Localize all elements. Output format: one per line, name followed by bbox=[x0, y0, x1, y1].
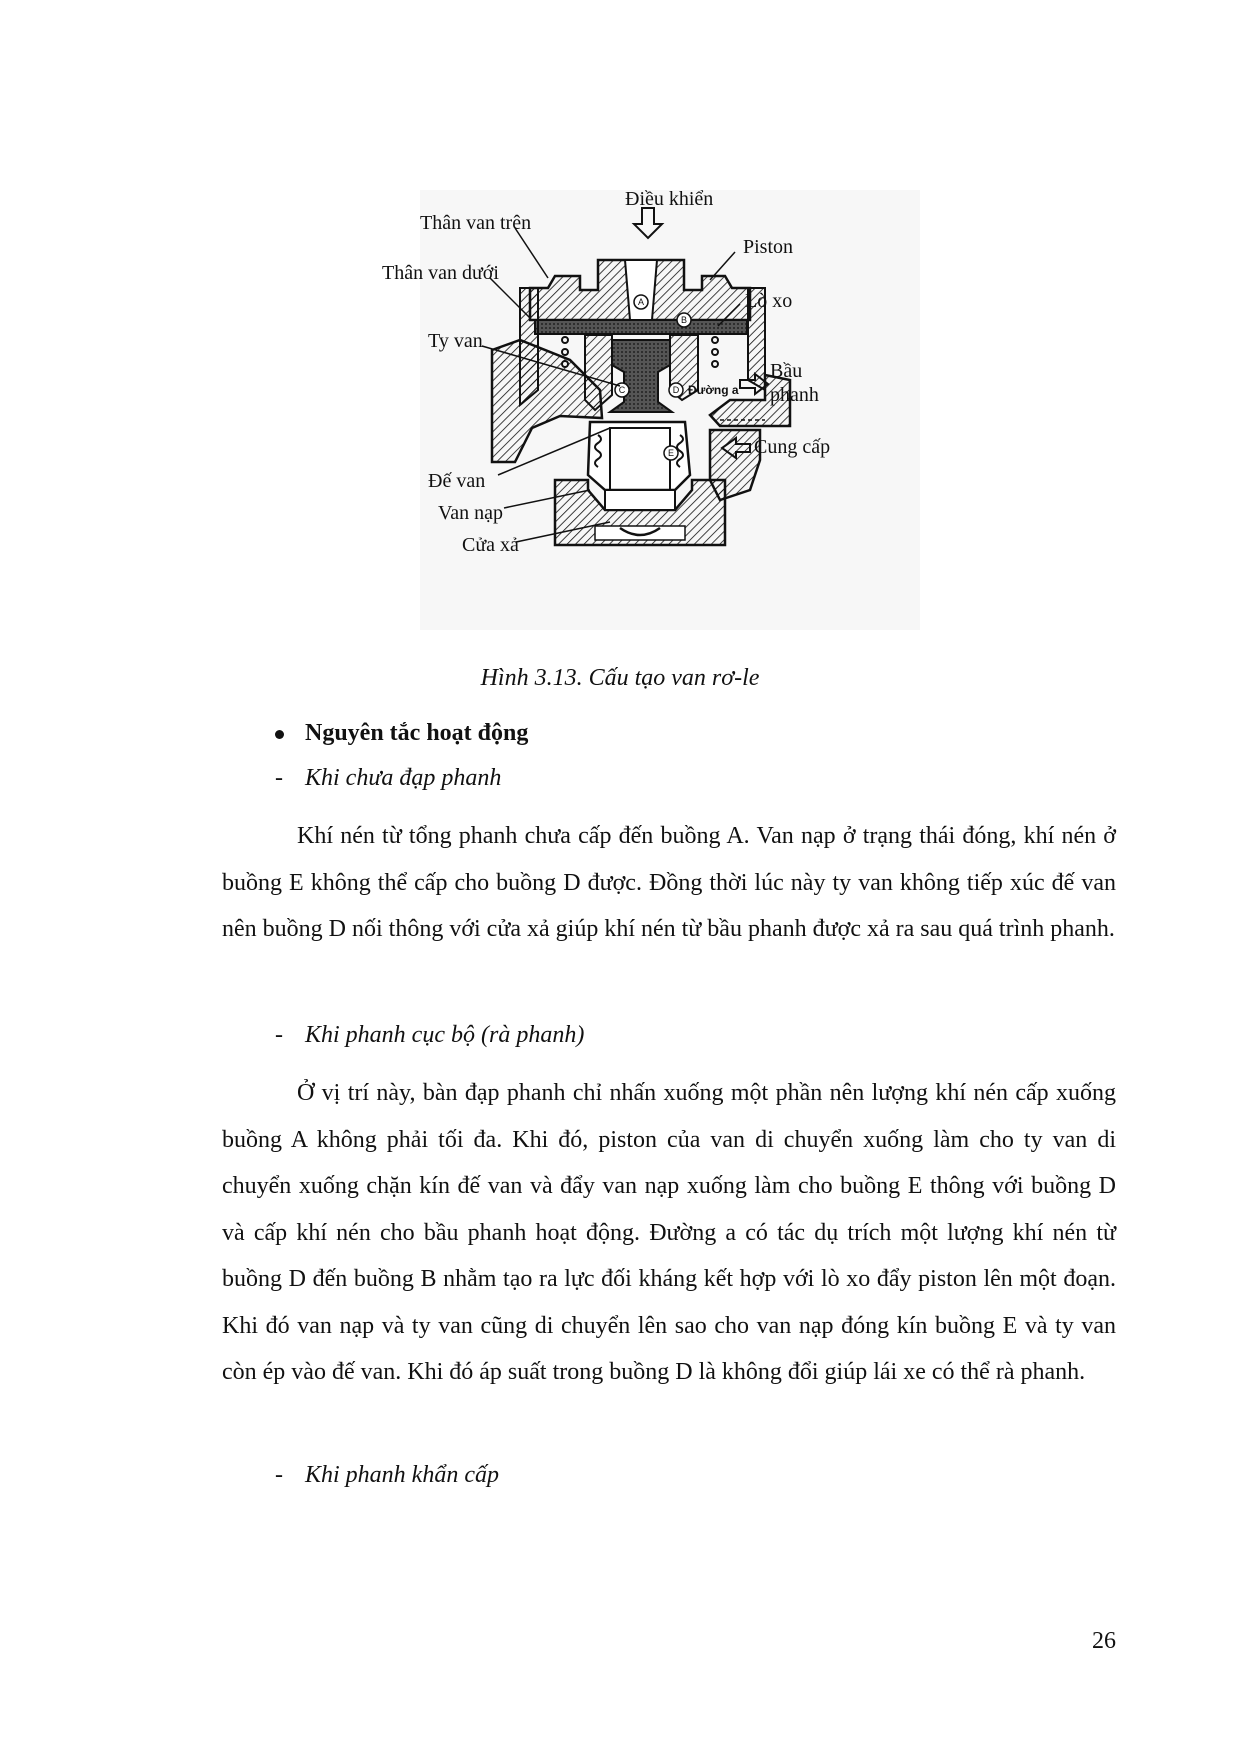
section-heading-text: Nguyên tắc hoạt động bbox=[305, 720, 529, 746]
passage-a-mark: Đường a bbox=[688, 383, 739, 397]
page-number: 26 bbox=[1092, 1628, 1116, 1654]
dash-marker: - bbox=[275, 1462, 283, 1488]
subheading-2 bbox=[275, 1022, 585, 1049]
label-exhaust-port: Cửa xả bbox=[462, 534, 519, 556]
label-brake-chamber-1: Bầu bbox=[770, 360, 803, 382]
section-heading bbox=[305, 720, 528, 747]
label-valve-seat: Đế van bbox=[428, 470, 486, 492]
subheading-3-text: Khi phanh khẩn cấp bbox=[305, 1462, 499, 1488]
label-valve-stem: Ty van bbox=[428, 330, 483, 352]
subheading-2-text: Khi phanh cục bộ (rà phanh) bbox=[305, 1022, 585, 1048]
bullet-icon bbox=[275, 730, 284, 739]
chamber-a-mark: A bbox=[637, 297, 645, 307]
chamber-e-mark: E bbox=[667, 448, 675, 458]
label-spring: Lò xo bbox=[745, 290, 793, 312]
label-intake-valve: Van nạp bbox=[438, 502, 503, 524]
chamber-b-mark: B bbox=[680, 315, 688, 325]
figure-caption: Hình 3.13. Cấu tạo van rơ-le bbox=[480, 665, 760, 691]
label-lower-body: Thân van dưới bbox=[382, 262, 499, 284]
label-control: Điều khiển bbox=[625, 188, 714, 210]
label-supply: Cung cấp bbox=[754, 436, 831, 458]
subheading-1 bbox=[275, 765, 502, 792]
subheading-3 bbox=[275, 1462, 499, 1489]
chamber-d-mark: D bbox=[672, 385, 680, 395]
dash-marker: - bbox=[275, 1022, 283, 1048]
relay-valve-drawing bbox=[420, 190, 920, 630]
paragraph-1: Khí nén từ tổng phanh chưa cấp đến buồng A. Van nạp ở trạng thái đóng, khí nén ở buồng E không thể cấp cho buồng D được. Đồng thời lúc này ty van không tiếp xúc đế van nên buồng D nối thông với cửa xả giúp khí nén từ bầu phanh được xả ra sau quá trình phanh. bbox=[222, 823, 1116, 942]
chamber-c-mark: C bbox=[618, 385, 626, 395]
subheading-1-text: Khi chưa đạp phanh bbox=[305, 765, 502, 791]
label-brake-chamber-2: phanh bbox=[770, 384, 819, 406]
paragraph-2: Ở vị trí này, bàn đạp phanh chỉ nhấn xuống một phần nên lượng khí nén cấp xuống buồng A không phải tối đa. Khi đó, piston của van di chuyển xuống làm cho ty van di chuyển xuống chặn kín đế van và đẩy van nạp xuống làm cho buồng E thông với buồng D và cấp khí nén cho bầu phanh hoạt động. Đường a có tác dụ trích một lượng khí nén từ buồng D đến buồng B nhằm tạo ra lực đối kháng kết hợp với lò xo đẩy piston lên một đoạn. Khi đó van nạp và ty van cũng di chuyển lên sao cho van nạp đóng kín buồng E và ty van còn ép vào đế van. Khi đó áp suất trong buồng D là không đổi giúp lái xe có thể rà phanh. bbox=[222, 1080, 1116, 1385]
relay-valve-figure bbox=[382, 188, 920, 630]
dash-marker: - bbox=[275, 765, 283, 791]
label-upper-body: Thân van trên bbox=[420, 212, 532, 234]
label-piston: Piston bbox=[743, 236, 794, 258]
